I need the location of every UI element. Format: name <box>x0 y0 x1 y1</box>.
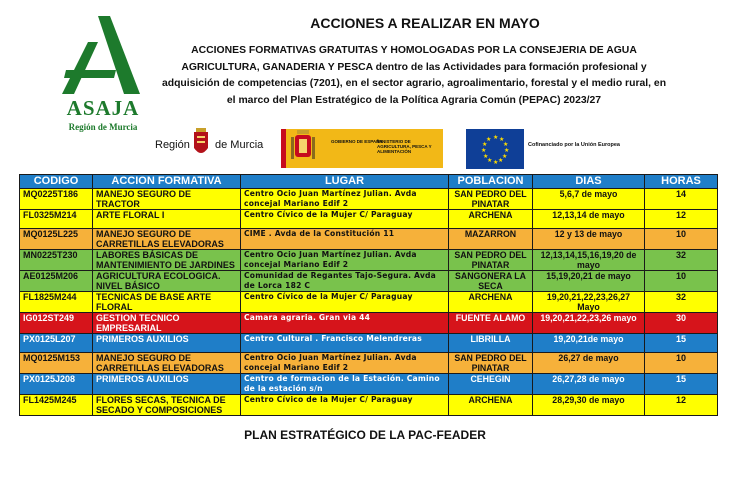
gobierno-espana-logo <box>281 129 443 168</box>
cell-dias: 15,19,20,21 de mayo <box>533 271 645 292</box>
col-header-lugar: LUGAR <box>241 175 449 189</box>
cell-poblacion: ARCHENA <box>449 395 533 416</box>
murcia-logo-text-left: Región <box>155 139 190 151</box>
eu-cofinanced-logo <box>466 129 626 169</box>
table-row <box>20 334 718 353</box>
cell-codigo: FL0325M214 <box>20 210 93 229</box>
cell-poblacion: SANGONERA LA SECA <box>449 271 533 292</box>
cell-poblacion: FUENTE ALAMO <box>449 313 533 334</box>
cell-accion: AGRICULTURA ECOLOGICA. NIVEL BÁSICO <box>93 271 241 292</box>
cell-codigo: FL1825M244 <box>20 292 93 313</box>
cell-poblacion: SAN PEDRO DEL PINATAR <box>449 353 533 374</box>
cell-horas: 12 <box>645 395 718 416</box>
cell-dias: 12 y 13 de mayo <box>533 229 645 250</box>
cell-codigo: MQ0225T186 <box>20 189 93 210</box>
cell-accion: LABORES BÁSICAS DE MANTENIMIENTO DE JARDINES <box>93 250 241 271</box>
cell-poblacion: SAN PEDRO DEL PINATAR <box>449 250 533 271</box>
cell-dias: 5,6,7 de mayo <box>533 189 645 210</box>
svg-text:★: ★ <box>504 147 510 154</box>
cell-codigo: MQ0125M153 <box>20 353 93 374</box>
region-murcia-logo <box>155 128 265 162</box>
cell-codigo: IG012ST249 <box>20 313 93 334</box>
asaja-emblem-icon <box>58 14 148 96</box>
table-header-row <box>20 175 718 189</box>
cell-accion: TECNICAS DE BASE ARTE FLORAL <box>93 292 241 313</box>
svg-text:★: ★ <box>503 141 509 148</box>
svg-text:★: ★ <box>487 157 493 164</box>
cell-accion: MANEJO SEGURO DE TRACTOR <box>93 189 241 210</box>
col-header-horas: HORAS <box>645 175 718 189</box>
cell-lugar: Centro Ocio Juan Martínez Julian. Avda concejal Mariano Edif 2 <box>241 189 449 210</box>
cell-codigo: MN0225T230 <box>20 250 93 271</box>
cell-horas: 15 <box>645 334 718 353</box>
col-header-accion: ACCION FORMATIVA <box>93 175 241 189</box>
col-header-poblacion: POBLACION <box>449 175 533 189</box>
cell-horas: 32 <box>645 250 718 271</box>
cell-dias: 28,29,30 de mayo <box>533 395 645 416</box>
footer-title: PLAN ESTRATÉGICO DE LA PAC-FEADER <box>244 428 486 442</box>
cell-dias: 26,27 de mayo <box>533 353 645 374</box>
cell-poblacion: ARCHENA <box>449 292 533 313</box>
svg-text:★: ★ <box>502 153 508 160</box>
cell-codigo: AE0125M206 <box>20 271 93 292</box>
murcia-crest-icon <box>190 128 212 160</box>
table-row <box>20 353 718 374</box>
cell-horas: 15 <box>645 374 718 395</box>
cell-codigo: PX0125L207 <box>20 334 93 353</box>
svg-text:★: ★ <box>498 157 504 164</box>
cell-codigo: MQ0125L225 <box>20 229 93 250</box>
svg-text:★: ★ <box>493 159 499 166</box>
cell-lugar: Centro de formacion de la Estación. Camino de la estación s/n <box>241 374 449 395</box>
table-row <box>20 313 718 334</box>
cell-accion: PRIMEROS AUXILIOS <box>93 374 241 395</box>
cell-horas: 10 <box>645 353 718 374</box>
eu-text: Cofinanciado por la Unión Europea <box>528 142 620 148</box>
table-row <box>20 189 718 210</box>
svg-text:★: ★ <box>483 153 489 160</box>
cell-dias: 19,20,21de mayo <box>533 334 645 353</box>
cell-accion: MANEJO SEGURO DE CARRETILLAS ELEVADORAS <box>93 229 241 250</box>
col-header-codigo: CODIGO <box>20 175 93 189</box>
cell-lugar: CIME . Avda de la Constitución 11 <box>241 229 449 250</box>
cell-horas: 14 <box>645 189 718 210</box>
cell-accion: FLORES SECAS, TECNICA DE SECADO Y COMPOSICIONES <box>93 395 241 416</box>
cell-dias: 19,20,21,22,23,26,27 Mayo <box>533 292 645 313</box>
svg-text:★: ★ <box>493 134 499 141</box>
svg-text:★: ★ <box>499 136 505 143</box>
murcia-logo-text-right: de Murcia <box>215 139 264 151</box>
table-row <box>20 229 718 250</box>
cell-dias: 26,27,28 de mayo <box>533 374 645 395</box>
svg-text:★: ★ <box>486 136 492 143</box>
eu-flag-icon <box>466 129 524 169</box>
table-row <box>20 292 718 313</box>
spain-crest-icon <box>281 129 325 168</box>
cell-poblacion: CEHEGIN <box>449 374 533 395</box>
cell-accion: GESTION TECNICO EMPRESARIAL <box>93 313 241 334</box>
cell-dias: 12,13,14,15,16,19,20 de mayo <box>533 250 645 271</box>
cell-poblacion: MAZARRON <box>449 229 533 250</box>
cell-horas: 12 <box>645 210 718 229</box>
cell-accion: MANEJO SEGURO DE CARRETILLAS ELEVADORAS <box>93 353 241 374</box>
cell-accion: PRIMEROS AUXILIOS <box>93 334 241 353</box>
cell-dias: 12,13,14 de mayo <box>533 210 645 229</box>
table-row <box>20 250 718 271</box>
cell-accion: ARTE FLORAL I <box>93 210 241 229</box>
cell-lugar: Centro Ocio Juan Martínez Julian. Avda concejal Mariano Edif 2 <box>241 353 449 374</box>
svg-text:★: ★ <box>481 147 487 154</box>
courses-table <box>19 174 718 416</box>
cell-horas: 32 <box>645 292 718 313</box>
intro-paragraph: ACCIONES FORMATIVAS GRATUITAS Y HOMOLOGADAS POR LA CONSEJERIA DE AGUA AGRICULTURA, GANADERIA Y PESCA dentro de las Actividades para formación profesional y adquisición de competencias (7201), en el sector agrario, agroalimentario, forestal y el medio rural, en el marco del Plan Estratégico de la Política Agraria Común (PEPAC) 2023/27 <box>161 45 667 106</box>
brand-region: Región de Murcia <box>68 122 138 132</box>
col-header-dias: DIAS <box>533 175 645 189</box>
table-row <box>20 271 718 292</box>
cell-lugar: Camara agraria. Gran via 44 <box>241 313 449 334</box>
cell-lugar: Centro Cívico de la Mujer C/ Paraguay <box>241 395 449 416</box>
cell-poblacion: ARCHENA <box>449 210 533 229</box>
cell-codigo: FL1425M245 <box>20 395 93 416</box>
table-row <box>20 210 718 229</box>
cell-lugar: Centro Cultural . Francisco Melendreras <box>241 334 449 353</box>
cell-lugar: Centro Cívico de la Mujer C/ Paraguay <box>241 210 449 229</box>
cell-horas: 10 <box>645 271 718 292</box>
cell-lugar: Comunidad de Regantes Tajo-Segura. Avda de Lorca 182 C <box>241 271 449 292</box>
cell-dias: 19,20,21,22,23,26 mayo <box>533 313 645 334</box>
ministerio-text: MINISTERIO DE AGRICULTURA, PESCA Y ALIMENTACIÓN <box>377 139 432 154</box>
gobierno-text: GOBIERNO DE ESPAÑA <box>331 139 383 144</box>
cell-poblacion: SAN PEDRO DEL PINATAR <box>449 189 533 210</box>
table-row <box>20 374 718 395</box>
cell-horas: 10 <box>645 229 718 250</box>
table-row <box>20 395 718 416</box>
cell-lugar: Centro Ocio Juan Martínez Julian. Avda concejal Mariano Edif 2 <box>241 250 449 271</box>
cell-lugar: Centro Cívico de la Mujer C/ Paraguay <box>241 292 449 313</box>
brand-name: ASAJA <box>66 96 140 120</box>
cell-codigo: PX0125J208 <box>20 374 93 395</box>
cell-poblacion: LIBRILLA <box>449 334 533 353</box>
cell-horas: 30 <box>645 313 718 334</box>
asaja-logo <box>58 14 148 132</box>
svg-text:★: ★ <box>482 141 488 148</box>
page-title: ACCIONES A REALIZAR EN MAYO <box>310 15 540 31</box>
